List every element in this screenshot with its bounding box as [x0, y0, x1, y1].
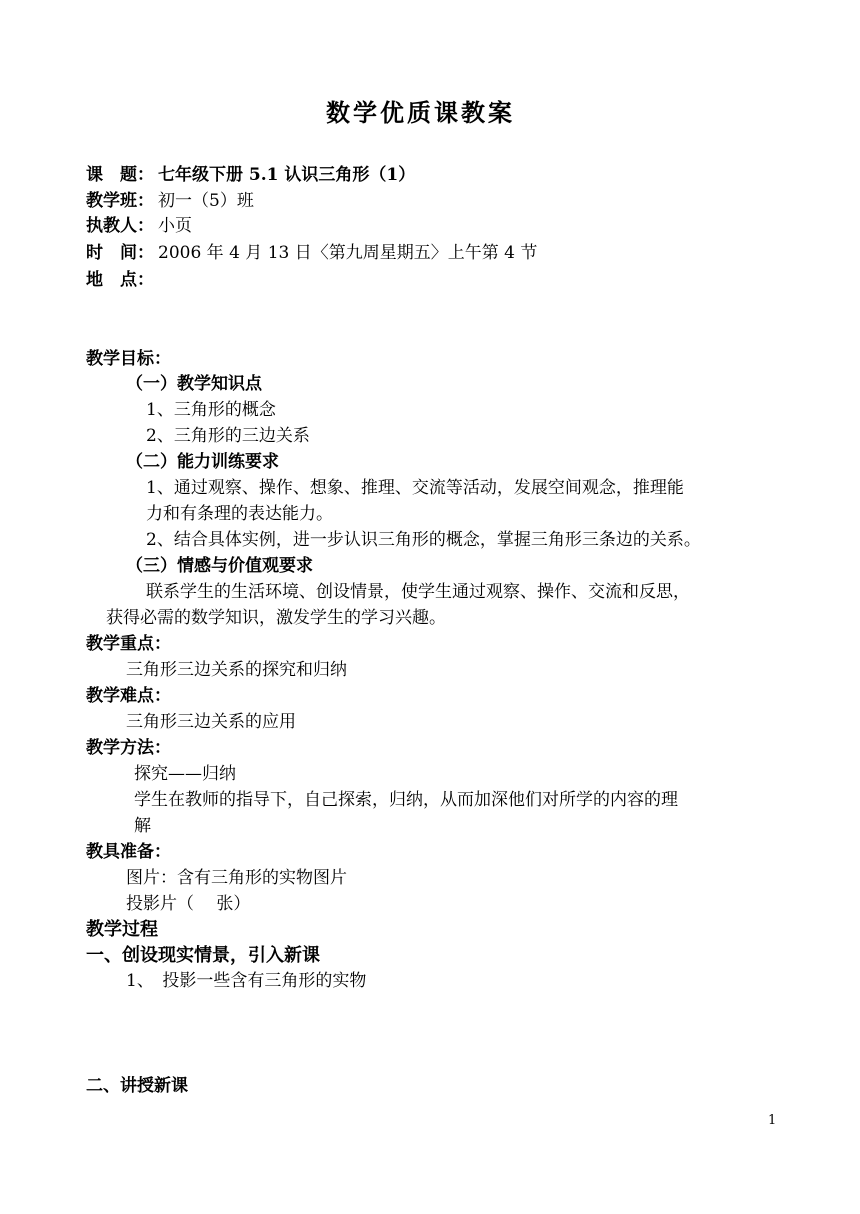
ability-item-1-line-1: 1、通过观察、操作、想象、推理、交流等活动，发展空间观念，推理能: [146, 478, 684, 498]
document-title: 数学优质课教案: [326, 98, 515, 127]
knowledge-item: 1、三角形的概念: [146, 400, 276, 420]
knowledge-heading: （一）教学知识点: [126, 374, 262, 394]
materials-line-1: 图片：含有三角形的实物图片: [126, 868, 347, 888]
method-line-2: 学生在教师的指导下，自己探索，归纳，从而加深他们对所学的内容的理: [134, 790, 678, 810]
teacher-label: 执教人：: [86, 216, 154, 236]
emotion-line-1: 联系学生的生活环境、创设情景，使学生通过观察、操作、交流和反思，: [146, 582, 690, 602]
class-label: 教学班：: [86, 191, 154, 211]
process-section-1-item: 1、 投影一些含有三角形的实物: [126, 971, 367, 991]
ability-item-2: 2、结合具体实例，进一步认识三角形的概念，掌握三角形三条边的关系。: [146, 530, 701, 550]
process-section-2-heading: 二、讲授新课: [86, 1076, 188, 1096]
emotion-line-2: 获得必需的数学知识，激发学生的学习兴趣。: [106, 608, 446, 628]
process-heading: 教学过程: [86, 919, 158, 940]
method-line-1: 探究——归纳: [134, 764, 236, 784]
teacher-value: 小页: [158, 216, 192, 236]
materials-heading: 教具准备：: [86, 842, 171, 862]
time-label: 时 间：: [86, 243, 154, 263]
time-value: 2006 年 4 月 13 日〈第九周星期五〉上午第 4 节: [158, 243, 538, 263]
place-label: 地 点：: [86, 270, 154, 290]
emotion-heading: （三）情感与价值观要求: [126, 556, 313, 576]
topic-label: 课 题：: [86, 165, 154, 185]
topic-value: 七年级下册 5.1 认识三角形（1）: [158, 165, 416, 185]
page-number: 1: [768, 1113, 777, 1128]
knowledge-item: 2、三角形的三边关系: [146, 426, 310, 446]
difficulty-text: 三角形三边关系的应用: [126, 712, 296, 732]
ability-item-1-line-2: 力和有条理的表达能力。: [146, 504, 333, 524]
key-point-text: 三角形三边关系的探究和归纳: [126, 660, 347, 680]
difficulty-heading: 教学难点：: [86, 686, 171, 706]
process-section-1-heading: 一、创设现实情景，引入新课: [86, 945, 320, 966]
class-value: 初一（5）班: [158, 191, 254, 211]
materials-line-2: 投影片（ 张）: [126, 894, 251, 914]
method-line-3: 解: [134, 816, 151, 836]
key-point-heading: 教学重点：: [86, 634, 171, 654]
method-heading: 教学方法：: [86, 738, 171, 758]
objectives-heading: 教学目标：: [86, 349, 171, 369]
ability-heading: （二）能力训练要求: [126, 452, 279, 472]
